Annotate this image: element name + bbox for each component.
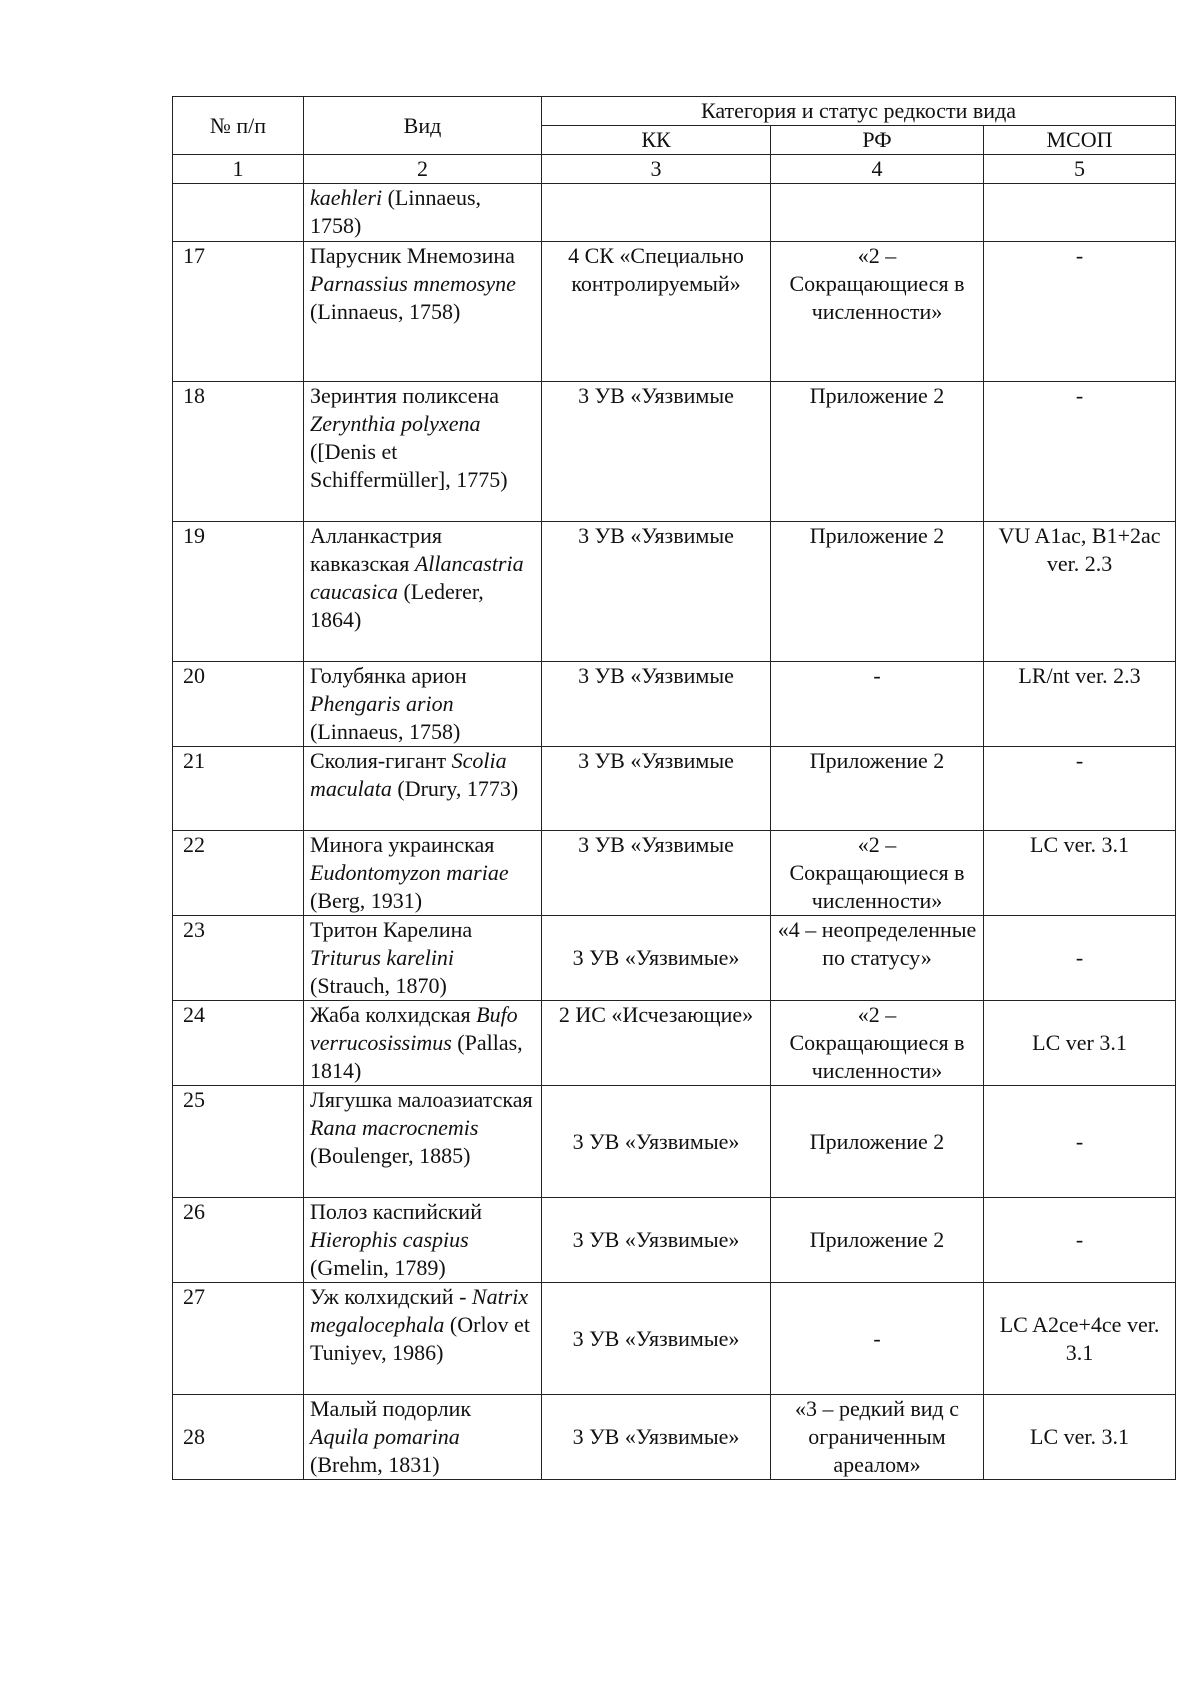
header-kk: КК bbox=[542, 126, 771, 155]
species-cell bbox=[304, 184, 542, 242]
species-latin-name: Hierophis caspius bbox=[310, 1227, 469, 1252]
kk-status: 3 УВ «Уязвимые» bbox=[542, 1283, 771, 1395]
species-common-name: Жаба колхидская bbox=[310, 1002, 471, 1027]
species-status-table bbox=[172, 96, 1176, 1480]
rf-status: Приложение 2 bbox=[771, 522, 984, 662]
species-author: (Pallas, 1814) bbox=[310, 1030, 523, 1083]
row-number: 24 bbox=[173, 1001, 304, 1086]
row-number: 23 bbox=[173, 916, 304, 1001]
header-species: Вид bbox=[304, 97, 542, 155]
species-cell bbox=[304, 522, 542, 662]
species-author: (Gmelin, 1789) bbox=[310, 1255, 446, 1280]
species-latin-name: Scolia maculata bbox=[310, 748, 507, 801]
table-row bbox=[173, 382, 1176, 522]
column-index: 1 bbox=[173, 155, 304, 184]
iucn-status: - bbox=[984, 1086, 1176, 1198]
species-author: (Linnaeus, 1758) bbox=[310, 719, 461, 744]
species-common-name: Уж колхидский - bbox=[310, 1284, 467, 1309]
row-number: 21 bbox=[173, 747, 304, 831]
table-row bbox=[173, 1086, 1176, 1198]
table-row bbox=[173, 1395, 1176, 1480]
table-row bbox=[173, 522, 1176, 662]
species-latin-name: Bufo verrucosissimus bbox=[310, 1002, 518, 1055]
iucn-status: - bbox=[984, 382, 1176, 522]
species-cell bbox=[304, 382, 542, 522]
species-author: (Linnaeus, 1758) bbox=[310, 185, 482, 238]
iucn-status: - bbox=[984, 1198, 1176, 1283]
rf-status: «2 – Сокращающиеся в численности» bbox=[771, 242, 984, 382]
header-rf: РФ bbox=[771, 126, 984, 155]
column-index: 3 bbox=[542, 155, 771, 184]
row-number: 26 bbox=[173, 1198, 304, 1283]
rf-status: Приложение 2 bbox=[771, 747, 984, 831]
species-latin-name: Allancastria caucasica bbox=[310, 551, 524, 604]
row-number: 28 bbox=[173, 1395, 304, 1480]
species-author: (Orlov et Tuniyev, 1986) bbox=[310, 1312, 530, 1365]
column-index: 4 bbox=[771, 155, 984, 184]
species-latin-name: Aquila pomarina bbox=[310, 1424, 460, 1449]
iucn-status: LC ver 3.1 bbox=[984, 1001, 1176, 1086]
iucn-status: - bbox=[984, 242, 1176, 382]
kk-status: 3 УВ «Уязвимые» bbox=[542, 1086, 771, 1198]
table-row bbox=[173, 1283, 1176, 1395]
header-num: № п/п bbox=[173, 97, 304, 155]
table-row bbox=[173, 747, 1176, 831]
species-cell bbox=[304, 1283, 542, 1395]
kk-status bbox=[542, 184, 771, 242]
table-row bbox=[173, 916, 1176, 1001]
row-number bbox=[173, 184, 304, 242]
species-author: (Drury, 1773) bbox=[397, 776, 519, 801]
header-iucn: МСОП bbox=[984, 126, 1176, 155]
species-author: (Berg, 1931) bbox=[310, 888, 423, 913]
header-row bbox=[173, 97, 1176, 126]
column-index-row bbox=[173, 155, 1176, 184]
row-number: 27 bbox=[173, 1283, 304, 1395]
continuation-row bbox=[173, 184, 1176, 242]
table-row bbox=[173, 1001, 1176, 1086]
row-number: 20 bbox=[173, 662, 304, 747]
table-row bbox=[173, 662, 1176, 747]
rf-status: - bbox=[771, 1283, 984, 1395]
species-latin-name: Phengaris arion bbox=[310, 691, 454, 716]
rf-status bbox=[771, 184, 984, 242]
species-latin-name: Eudontomyzon mariae bbox=[310, 860, 509, 885]
species-cell bbox=[304, 1086, 542, 1198]
species-cell bbox=[304, 831, 542, 916]
species-cell bbox=[304, 1001, 542, 1086]
species-author: (Lederer, 1864) bbox=[310, 579, 484, 632]
species-latin-name: kaehleri bbox=[310, 185, 383, 210]
table-row bbox=[173, 1198, 1176, 1283]
table-row bbox=[173, 831, 1176, 916]
rf-status: Приложение 2 bbox=[771, 1198, 984, 1283]
rf-status: «2 – Сокращающиеся в численности» bbox=[771, 1001, 984, 1086]
species-common-name: Зеринтия поликсена bbox=[310, 383, 500, 408]
species-common-name: Алланкастрия кавказская bbox=[310, 523, 443, 576]
kk-status: 3 УВ «Уязвимые» bbox=[542, 916, 771, 1001]
species-author: (Brehm, 1831) bbox=[310, 1452, 440, 1477]
kk-status: 3 УВ «Уязвимые bbox=[542, 747, 771, 831]
row-number: 25 bbox=[173, 1086, 304, 1198]
rf-status: «2 – Сокращающиеся в численности» bbox=[771, 831, 984, 916]
rf-status: Приложение 2 bbox=[771, 1086, 984, 1198]
table-body bbox=[173, 242, 1176, 1480]
species-common-name: Голубянка арион bbox=[310, 663, 467, 688]
iucn-status: - bbox=[984, 747, 1176, 831]
species-cell bbox=[304, 916, 542, 1001]
species-latin-name: Natrix megalocephala bbox=[310, 1284, 529, 1337]
rf-status: - bbox=[771, 662, 984, 747]
rf-status: Приложение 2 bbox=[771, 382, 984, 522]
species-cell bbox=[304, 1395, 542, 1480]
iucn-status: LC A2ce+4ce ver. 3.1 bbox=[984, 1283, 1176, 1395]
row-number: 18 bbox=[173, 382, 304, 522]
species-author: (Strauch, 1870) bbox=[310, 973, 447, 998]
rf-status: «4 – неопределенные по статусу» bbox=[771, 916, 984, 1001]
column-index: 2 bbox=[304, 155, 542, 184]
species-latin-name: Triturus karelini bbox=[310, 945, 455, 970]
kk-status: 3 УВ «Уязвимые» bbox=[542, 1198, 771, 1283]
table-row bbox=[173, 242, 1176, 382]
kk-status: 2 ИС «Исчезающие» bbox=[542, 1001, 771, 1086]
kk-status: 3 УВ «Уязвимые bbox=[542, 522, 771, 662]
row-number: 19 bbox=[173, 522, 304, 662]
iucn-status bbox=[984, 184, 1176, 242]
species-common-name: Парусник Мнемозина bbox=[310, 243, 515, 268]
iucn-status: LC ver. 3.1 bbox=[984, 831, 1176, 916]
row-number: 17 bbox=[173, 242, 304, 382]
species-author: (Boulenger, 1885) bbox=[310, 1143, 471, 1168]
rf-status: «3 – редкий вид с ограниченным ареалом» bbox=[771, 1395, 984, 1480]
column-index: 5 bbox=[984, 155, 1176, 184]
species-common-name: Сколия-гигант bbox=[310, 748, 447, 773]
row-number: 22 bbox=[173, 831, 304, 916]
species-latin-name: Rana macrocnemis bbox=[310, 1115, 479, 1140]
kk-status: 3 УВ «Уязвимые bbox=[542, 662, 771, 747]
species-author: ([Denis et Schiffermüller], 1775) bbox=[310, 439, 508, 492]
iucn-status: VU A1ac, B1+2ac ver. 2.3 bbox=[984, 522, 1176, 662]
iucn-status: LR/nt ver. 2.3 bbox=[984, 662, 1176, 747]
species-latin-name: Zerynthia polyxena bbox=[310, 411, 481, 436]
kk-status: 3 УВ «Уязвимые bbox=[542, 382, 771, 522]
species-cell bbox=[304, 1198, 542, 1283]
species-common-name: Лягушка малоазиатская bbox=[310, 1087, 533, 1112]
species-common-name: Малый подорлик bbox=[310, 1396, 472, 1421]
species-latin-name: Parnassius mnemosyne bbox=[310, 271, 516, 296]
species-cell bbox=[304, 662, 542, 747]
iucn-status: - bbox=[984, 916, 1176, 1001]
species-common-name: Полоз каспийский bbox=[310, 1199, 482, 1224]
species-common-name: Минога украинская bbox=[310, 832, 495, 857]
iucn-status: LC ver. 3.1 bbox=[984, 1395, 1176, 1480]
kk-status: 3 УВ «Уязвимые bbox=[542, 831, 771, 916]
species-cell bbox=[304, 747, 542, 831]
species-cell bbox=[304, 242, 542, 382]
species-common-name: Тритон Карелина bbox=[310, 917, 473, 942]
species-author: (Linnaeus, 1758) bbox=[310, 299, 461, 324]
kk-status: 4 СК «Специально контролируемый» bbox=[542, 242, 771, 382]
header-category-group: Категория и статус редкости вида bbox=[542, 97, 1176, 126]
kk-status: 3 УВ «Уязвимые» bbox=[542, 1395, 771, 1480]
